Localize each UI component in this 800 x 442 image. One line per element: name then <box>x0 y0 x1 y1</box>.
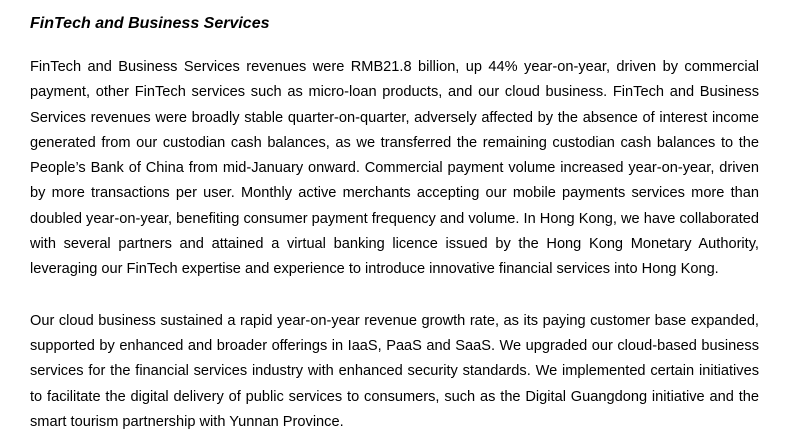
paragraph-cloud-business: Our cloud business sustained a rapid year-on-year revenue growth rate, as its paying customer base expanded, supported by enhanced and broader offerings in IaaS, PaaS and SaaS. We upgraded our cloud-based business services for the financial services industry with enhanced security standards. We implemented certain initiatives to facilitate the digital delivery of public services to consumers, such as the Digital Guangdong initiative and the smart tourism partnership with Yunnan Province. <box>30 312 759 430</box>
section-heading: FinTech and Business Services <box>30 15 270 32</box>
paragraph-fintech-revenue: FinTech and Business Services revenues were RMB21.8 billion, up 44% year-on-year, driven by commercial payment, other FinTech services such as micro-loan products, and our cloud business. FinTech and Business Services revenues were broadly stable quarter-on-quarter, adversely affected by the absence of interest income generated from our custodian cash balances, as we transferred the remaining custodian cash balances to the People’s Bank of China from mid-January onward. Commercial payment volume increased year-on-year, driven by more transactions per user. Monthly active merchants accepting our mobile payments services more than doubled year-on-year, benefiting consumer payment frequency and volume. In Hong Kong, we have collaborated with several partners and attained a virtual banking licence issued by the Hong Kong Monetary Authority, leveraging our FinTech expertise and experience to introduce innovative financial services into Hong Kong. <box>30 59 759 278</box>
